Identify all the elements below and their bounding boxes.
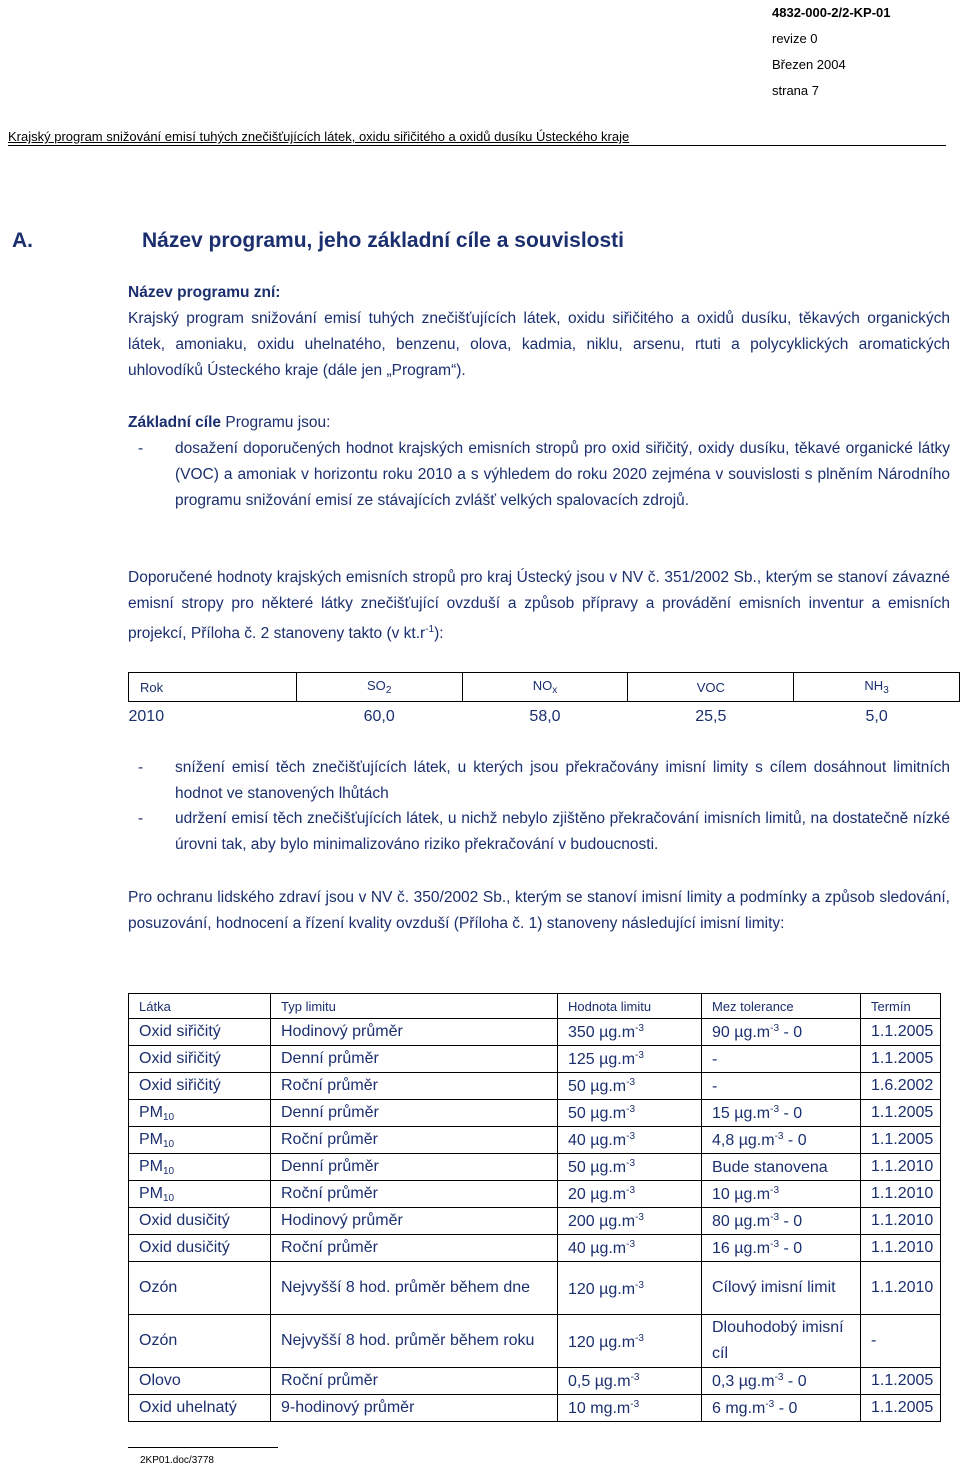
cell-limit-type: Roční průměr <box>271 1235 558 1262</box>
cell-limit-type: Hodinový průměr <box>271 1208 558 1235</box>
cell-deadline: 1.1.2010 <box>861 1154 941 1181</box>
header-divider <box>8 145 946 146</box>
cell-tolerance: - <box>702 1046 861 1073</box>
health-protection-paragraph: Pro ochranu lidského zdraví jsou v NV č. 350/2002 Sb., kterým se stanoví imisní limity a podmínky a způsob sledování, posuzování, hodnocení a řízení kvality ovzduší (Příloha č. 1) stanoveny následující imisní limity: <box>128 889 950 932</box>
cell-substance: $PM_{10}$ <box>129 1154 271 1181</box>
paragraph-text: Doporučené hodnoty krajských emisních stropů pro kraj Ústecký jsou v NV č. 351/2002 Sb., kterým se stanoví závazné emisní stropy pro některé látky znečišťující ovzduší a způsob přípravy a provádění emisních inventur a emisních projekcí, Příloha č. 2 stanoveny takto (v kt.r <box>128 569 950 642</box>
paragraph-end: ): <box>434 625 444 642</box>
header-voc: VOC <box>628 673 794 702</box>
table-row <box>129 702 960 733</box>
cell-limit-type: Nejvyšší 8 hod. průměr během roku <box>271 1315 558 1368</box>
table-row <box>129 1262 941 1315</box>
cell-so2: 60,0 <box>363 708 395 725</box>
header-deadline: Termín <box>861 994 941 1019</box>
table-row <box>129 1235 941 1262</box>
cell-limit-type: Nejvyšší 8 hod. průměr během dne <box>271 1262 558 1315</box>
cell-limit-value: 350 $\mu g.m^{-3}$ <box>558 1019 702 1046</box>
cell-limit-type: Hodinový průměr <box>271 1019 558 1046</box>
cell-limit-type: Denní průměr <box>271 1100 558 1127</box>
cell-substance: Oxid uhelnatý <box>129 1395 271 1422</box>
table-row <box>129 1395 941 1422</box>
table-row <box>129 1181 941 1208</box>
cell-substance: $PM_{10}$ <box>129 1100 271 1127</box>
cell-limit-value: 120 $\mu g.m^{-3}$ <box>558 1315 702 1368</box>
cell-tolerance: 6 $mg.m^{-3} - 0$ <box>702 1395 861 1422</box>
cell-deadline: 1.1.2005 <box>861 1395 941 1422</box>
header-limit-value: Hodnota limitu <box>558 994 702 1019</box>
cell-deadline: 1.1.2005 <box>861 1046 941 1073</box>
footer-divider <box>128 1447 278 1448</box>
bullet-text: udržení emisí těch znečišťujících látek, u nichž nebylo zjištěno překračování imisních limitů, na dostatečně nízké úrovni tak, aby bylo minimalizováno riziko překračování v budoucnosti. <box>175 810 950 853</box>
cell-tolerance: 4,8 $\mu g.m^{-3} - 0$ <box>702 1127 861 1154</box>
cell-voc: 25,5 <box>695 708 727 725</box>
cell-substance: Oxid siřičitý <box>129 1019 271 1046</box>
cell-deadline: 1.1.2005 <box>861 1127 941 1154</box>
cell-tolerance: 0,3 $\mu g.m^{-3} - 0$ <box>702 1368 861 1395</box>
cell-limit-type: Roční průměr <box>271 1181 558 1208</box>
cell-limit-value: 40 $\mu g.m^{-3}$ <box>558 1235 702 1262</box>
cell-nh3: 5,0 <box>865 708 888 725</box>
table-header-row <box>129 994 941 1019</box>
cell-tolerance: Cílový imisní limit <box>702 1262 861 1315</box>
cell-tolerance: - <box>702 1073 861 1100</box>
table-row <box>129 1154 941 1181</box>
cell-substance: Oxid siřičitý <box>129 1073 271 1100</box>
goal-bullet-3 <box>128 806 950 858</box>
cell-substance: $PM_{10}$ <box>129 1181 271 1208</box>
goals-heading-rest: Programu jsou: <box>221 414 331 431</box>
header-nox: $NO_x$ <box>462 673 628 702</box>
section-heading <box>12 226 950 256</box>
cell-substance: $PM_{10}$ <box>129 1127 271 1154</box>
cell-limit-value: 200 $\mu g.m^{-3}$ <box>558 1208 702 1235</box>
cell-year: 2010 <box>128 708 165 725</box>
section-title: Název programu, jeho základní cíle a souvislosti <box>142 229 624 252</box>
cell-substance: Ozón <box>129 1262 271 1315</box>
program-name-heading: Název programu zní: <box>128 284 281 301</box>
bullet-dash: - <box>138 759 144 776</box>
cell-limit-value: 40 $\mu g.m^{-3}$ <box>558 1127 702 1154</box>
table-row <box>129 1315 941 1368</box>
cell-limit-type: Roční průměr <box>271 1127 558 1154</box>
cell-substance: Oxid dusičitý <box>129 1235 271 1262</box>
cell-tolerance: 10 $\mu g.m^{-3}$ <box>702 1181 861 1208</box>
document-header <box>772 0 891 104</box>
cell-tolerance: 90 $\mu g.m^{-3} - 0$ <box>702 1019 861 1046</box>
paragraph-sup: -1 <box>425 624 435 635</box>
doc-code: 4832-000-2/2-KP-01 <box>772 5 891 20</box>
cell-nox: 58,0 <box>529 708 561 725</box>
cell-limit-type: Roční průměr <box>271 1073 558 1100</box>
air-quality-limits-table <box>128 993 941 1422</box>
cell-deadline: 1.1.2010 <box>861 1181 941 1208</box>
cell-limit-value: 120 $\mu g.m^{-3}$ <box>558 1262 702 1315</box>
cell-substance: Olovo <box>129 1368 271 1395</box>
cell-deadline: 1.1.2005 <box>861 1368 941 1395</box>
emission-ceiling-table <box>128 672 960 732</box>
table-row <box>129 1127 941 1154</box>
table-row <box>129 1019 941 1046</box>
header-nh3: $NH_3$ <box>794 673 960 702</box>
running-title: Krajský program snižování emisí tuhých znečišťujících látek, oxidu siřičitého a oxidů dusíku Ústeckého kraje <box>8 129 630 144</box>
cell-deadline: - <box>861 1315 941 1368</box>
bullet-text: dosažení doporučených hodnot krajských emisních stropů pro oxid siřičitý, oxidy dusíku, těkavé organické látky (VOC) a amoniak v horizontu roku 2010 a s výhledem do roku 2020 zejména v souvislosti s plněním Národního programu snižování emisí ze stávajících zvlášť velkých spalovacích zdrojů. <box>175 440 950 509</box>
table-row <box>129 1208 941 1235</box>
cell-tolerance: 15 $\mu g.m^{-3} - 0$ <box>702 1100 861 1127</box>
table-row <box>129 1073 941 1100</box>
cell-deadline: 1.1.2005 <box>861 1100 941 1127</box>
revision: revize 0 <box>772 31 818 46</box>
cell-limit-value: 50 $\mu g.m^{-3}$ <box>558 1073 702 1100</box>
program-name-text: Krajský program snižování emisí tuhých znečišťujících látek, oxidu siřičitého a oxidů dusíku, těkavých organických látek, amoniaku, oxidu uhelnatého, benzenu, olova, kadmia, niklu, arsenu, rtuti a polycyklických aromatických uhlovodíků Ústeckého kraje (dále jen „Program“). <box>128 310 950 379</box>
cell-deadline: 1.1.2010 <box>861 1235 941 1262</box>
bullet-text: snížení emisí těch znečišťujících látek, u kterých jsou překračovány imisní limity s cílem dosáhnout limitních hodnot ve stanovených lhůtách <box>175 759 950 802</box>
header-tolerance: Mez tolerance <box>702 994 861 1019</box>
cell-tolerance: 16 $\mu g.m^{-3} - 0$ <box>702 1235 861 1262</box>
cell-limit-type: 9-hodinový průměr <box>271 1395 558 1422</box>
header-limit-type: Typ limitu <box>271 994 558 1019</box>
cell-deadline: 1.1.2010 <box>861 1208 941 1235</box>
table-row <box>129 1046 941 1073</box>
cell-substance: Oxid dusičitý <box>129 1208 271 1235</box>
date: Březen 2004 <box>772 57 846 72</box>
cell-limit-value: 10 $mg.m^{-3}$ <box>558 1395 702 1422</box>
cell-limit-type: Denní průměr <box>271 1046 558 1073</box>
cell-limit-value: 20 $\mu g.m^{-3}$ <box>558 1181 702 1208</box>
cell-substance: Oxid siřičitý <box>129 1046 271 1073</box>
cell-limit-value: 50 $\mu g.m^{-3}$ <box>558 1154 702 1181</box>
cell-deadline: 1.1.2005 <box>861 1019 941 1046</box>
cell-deadline: 1.6.2002 <box>861 1073 941 1100</box>
cell-limit-value: 50 $\mu g.m^{-3}$ <box>558 1100 702 1127</box>
goals-heading-bold: Základní cíle <box>128 414 222 431</box>
footer-filename: 2KP01.doc/3778 <box>140 1455 214 1466</box>
goal-bullet-1 <box>128 436 950 514</box>
header-year: Rok <box>129 673 297 702</box>
emission-ceiling-paragraph <box>128 565 950 647</box>
cell-limit-type: Denní průměr <box>271 1154 558 1181</box>
bullet-dash: - <box>138 440 144 457</box>
goals-heading <box>128 410 950 436</box>
cell-limit-value: 0,5 $\mu g.m^{-3}$ <box>558 1368 702 1395</box>
page-number: strana 7 <box>772 83 819 98</box>
cell-substance: Ozón <box>129 1315 271 1368</box>
header-so2: $SO_2$ <box>296 673 462 702</box>
goal-bullet-2 <box>128 755 950 807</box>
section-letter: A. <box>12 229 33 252</box>
cell-deadline: 1.1.2010 <box>861 1262 941 1315</box>
table-row <box>129 1100 941 1127</box>
cell-tolerance: 80 $\mu g.m^{-3} - 0$ <box>702 1208 861 1235</box>
bullet-dash: - <box>138 810 144 827</box>
cell-tolerance: Dlouhodobý imisní cíl <box>702 1315 861 1368</box>
table-header-row <box>129 673 960 702</box>
cell-limit-value: 125 $\mu g.m^{-3}$ <box>558 1046 702 1073</box>
header-substance: Látka <box>129 994 271 1019</box>
table-row <box>129 1368 941 1395</box>
cell-tolerance: Bude stanovena <box>702 1154 861 1181</box>
cell-limit-type: Roční průměr <box>271 1368 558 1395</box>
